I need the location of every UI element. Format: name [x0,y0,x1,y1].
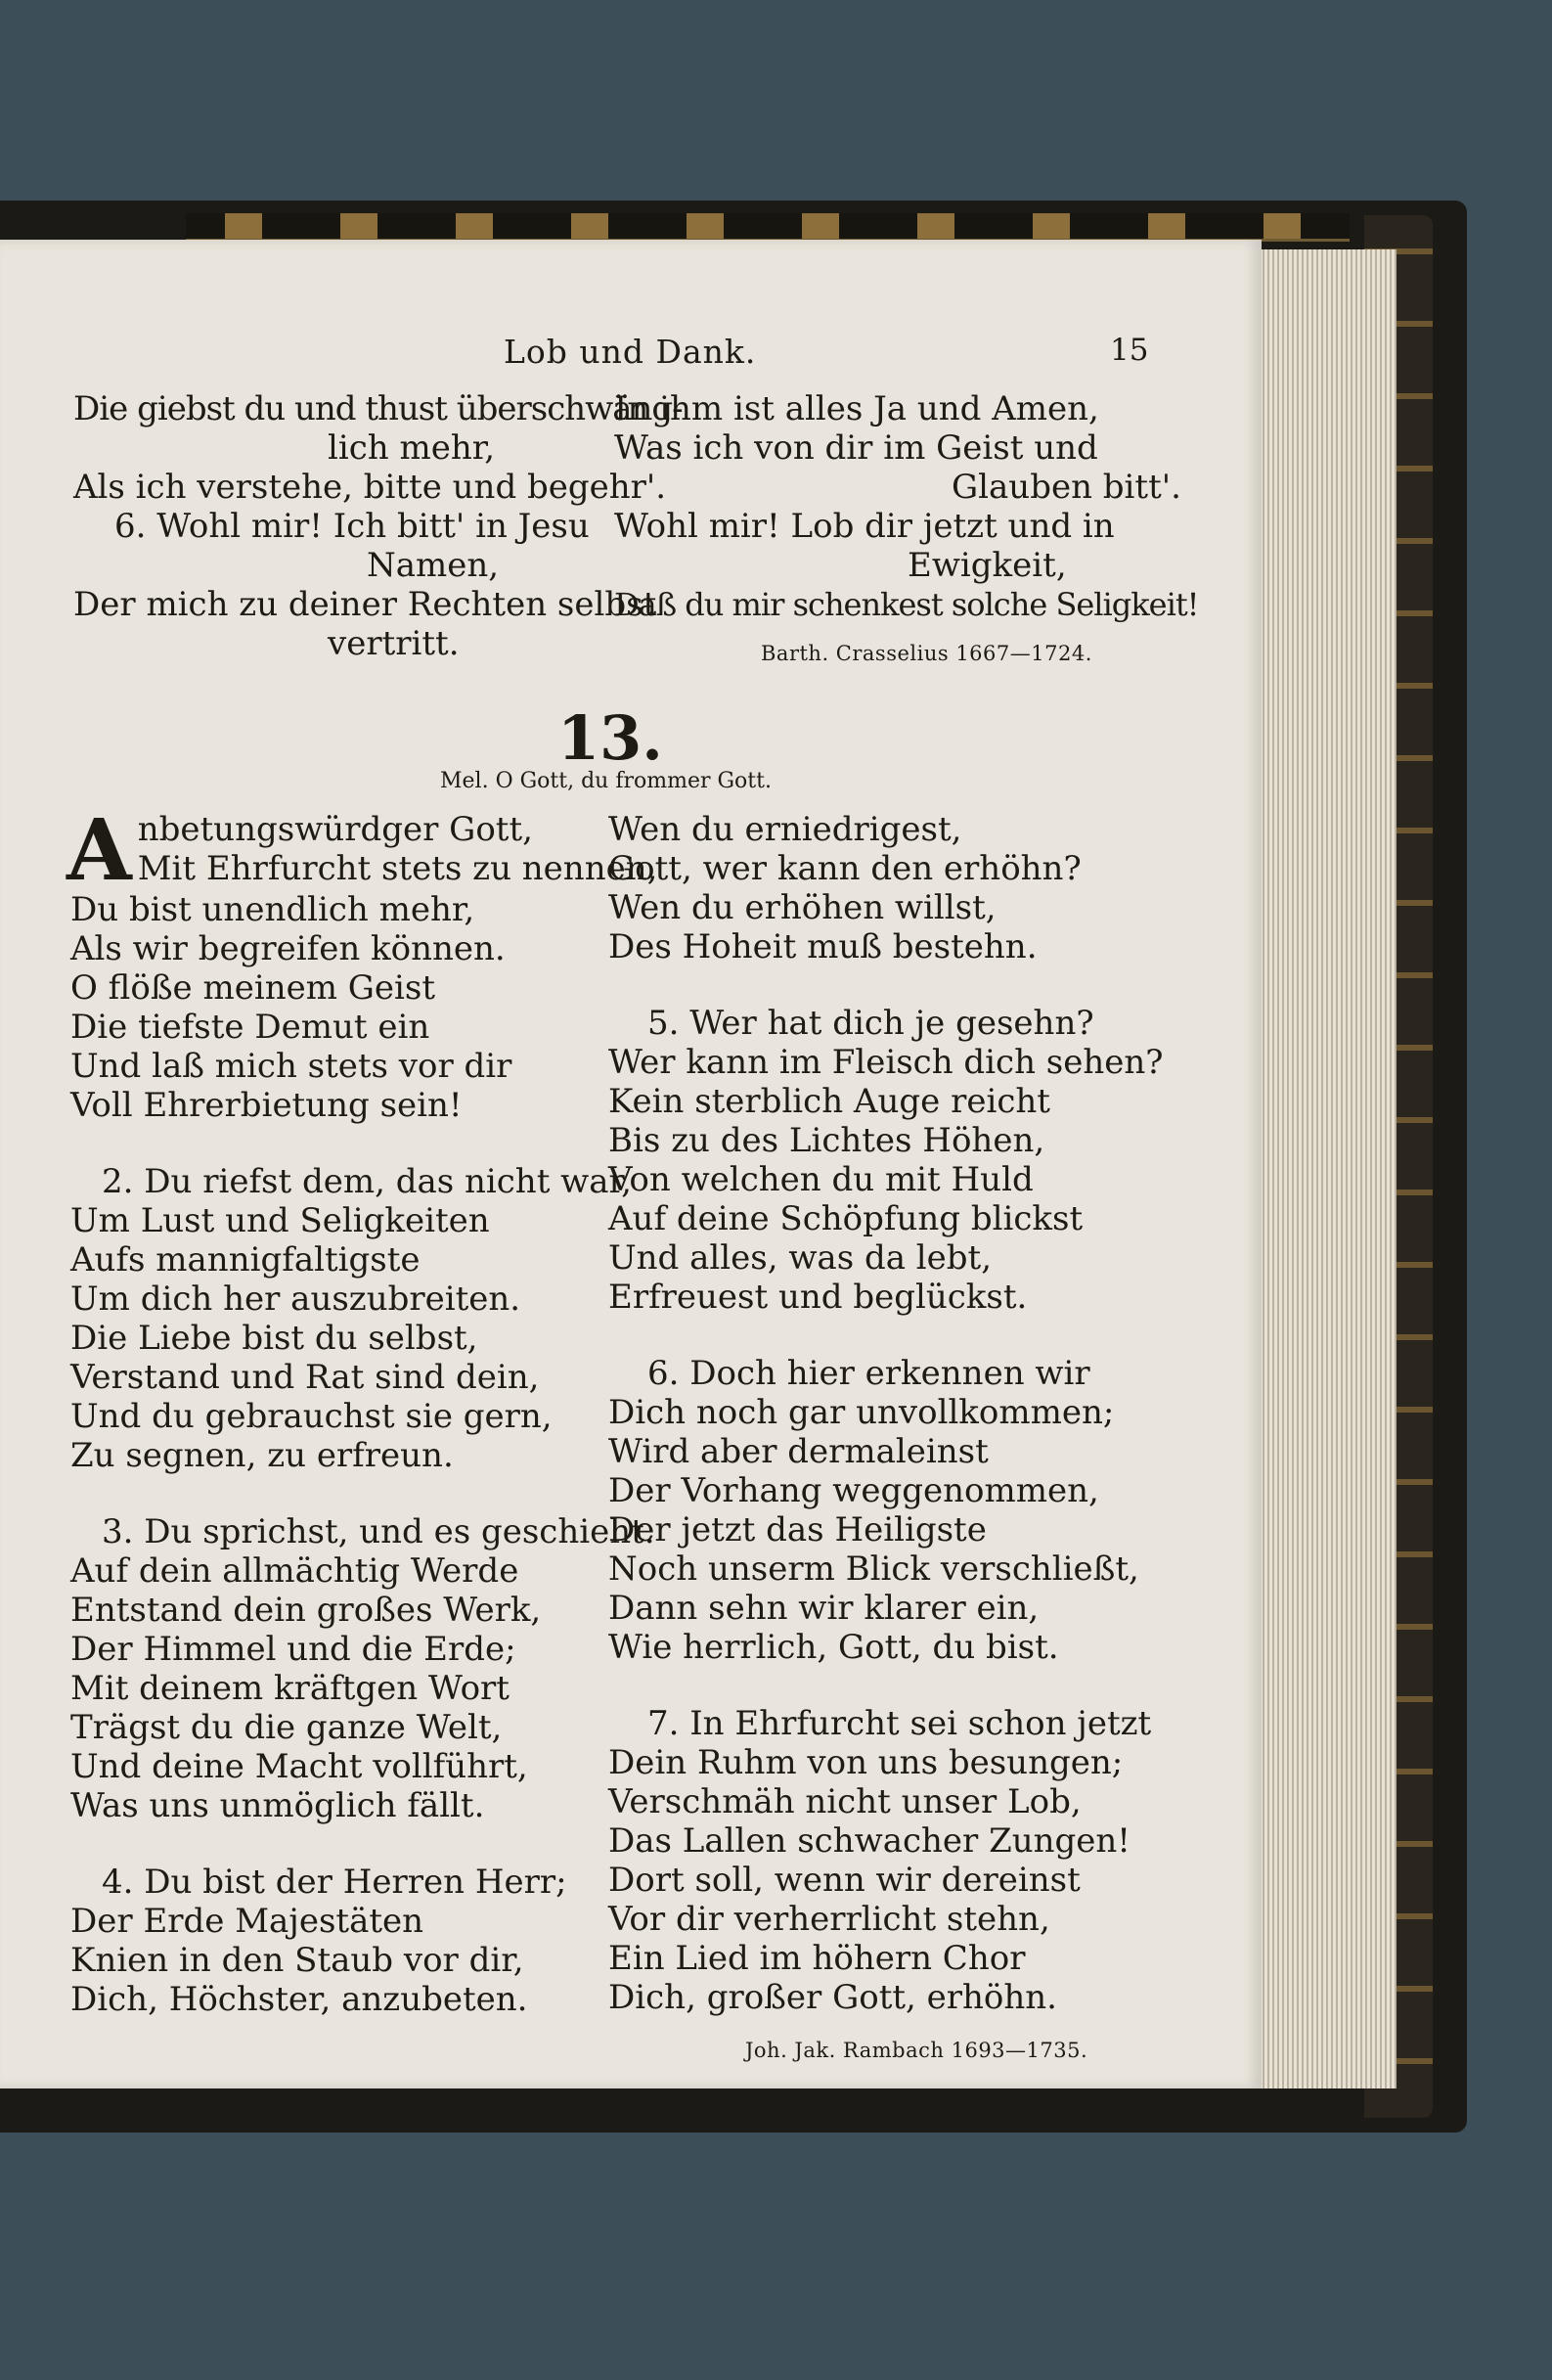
verse-line: Die Liebe bist du selbst, [70,1319,478,1358]
verse-line: Auf deine Schöpfung blickst [608,1199,1084,1238]
verse-line: Dein Ruhm von uns besungen; [608,1743,1124,1782]
running-title: Lob und Dank. [504,333,757,371]
verse-line: Aufs mannigfaltigste [70,1240,421,1280]
verse-line: Als ich verstehe, bitte und begehr'. [73,468,667,507]
verse-line: Der Erde Majestäten [70,1902,424,1941]
verse-line: Dich noch gar unvollkommen; [608,1393,1115,1432]
verse-line: Dich, Höchster, anzubeten. [70,1980,528,2019]
verse-line: Auf dein allmächtig Werde [70,1551,519,1591]
verse-line: Glauben bitt'. [952,468,1181,507]
verse-line: Und deine Macht vollführt, [70,1747,528,1786]
author-credit: Joh. Jak. Rambach 1693—1735. [745,2039,1088,2062]
verse-line: Dort soll, wenn wir dereinst [608,1861,1081,1900]
verse-line: Der Vorhang weggenommen, [608,1471,1099,1510]
verse-line: 6. Doch hier erkennen wir [647,1354,1090,1393]
drop-cap: A [67,801,132,900]
verse-line: Von welchen du mit Huld [608,1160,1034,1199]
verse-line: Wird aber dermaleinst [608,1432,989,1471]
verse-line: Die tiefste Demut ein [70,1008,430,1047]
melody-indication: Mel. O Gott, du frommer Gott. [440,769,772,793]
verse-line: Verschmäh nicht unser Lob, [608,1782,1082,1821]
verse-line: Dich, großer Gott, erhöhn. [608,1978,1057,2017]
verse-line: O flöße meinem Geist [70,968,436,1008]
hymn-left-column [67,801,658,2019]
verse-line: In ihm ist alles Ja und Amen, [614,389,1099,428]
verse-line: 5. Wer hat dich je gesehn? [647,1004,1094,1043]
verse-line: Wie herrlich, Gott, du bist. [608,1628,1059,1667]
verse-line: Ein Lied im höhern Chor [608,1939,1026,1978]
verse-line: Und laß mich stets vor dir [70,1047,512,1086]
verse-line: Kein sterblich Auge reicht [608,1082,1050,1121]
verse-line: Daß du mir schenkest solche Seligkeit! [614,586,1199,623]
verse-line: Und alles, was da lebt, [608,1238,993,1278]
verse-line: Erfreuest und beglückst. [608,1278,1028,1317]
prev-hymn-left-column [73,389,683,663]
verse-line: Der mich zu deiner Rechten selbst [73,585,657,624]
author-credit: Barth. Crasselius 1667—1724. [761,642,1092,665]
stanza-4 [70,1863,655,2019]
verse-line: Das Lallen schwacher Zungen! [608,1821,1131,1861]
stanza-7 [608,1704,1164,2017]
verse-line: Mit deinem kräftgen Wort [70,1669,510,1708]
stanza-2 [70,1162,655,1475]
verse-line: 2. Du riefst dem, das nicht war, [102,1162,632,1201]
prev-hymn-right-column [614,389,1199,673]
verse-line: Um dich her auszubreiten. [70,1280,521,1319]
verse-line: 6. Wohl mir! Ich bitt' in Jesu [114,507,590,546]
verse-line: Des Hoheit muß bestehn. [608,927,1038,966]
stanza-3 [70,1512,655,1825]
verse-line: 7. In Ehrfurcht sei schon jetzt [647,1704,1152,1743]
stanza-1 [67,801,658,1125]
verse-line: Und du gebrauchst sie gern, [70,1397,553,1436]
verse-line: Mit Ehrfurcht stets zu nennen, [137,849,658,888]
verse-line: Wen du erniedrigest, [608,810,962,849]
gilt-ornament-border [186,213,1350,242]
verse-line: Die giebst du und thust überschwäng- [73,389,683,428]
verse-line: Der jetzt das Heiligste [608,1510,987,1549]
verse-line: Was ich von dir im Geist und [614,428,1098,468]
verse-line: Ewigkeit, [908,546,1067,585]
verse-line: Um Lust und Seligkeiten [70,1201,490,1240]
verse-line: Trägst du die ganze Welt, [70,1708,503,1747]
stanza-4-continued [608,810,1164,966]
verse-line: nbetungswürdger Gott, [137,810,533,849]
verse-line: vertritt. [328,624,460,663]
hymn-right-column [608,810,1164,2070]
page-number: 15 [1110,333,1149,368]
verse-line: Was uns unmöglich fällt. [70,1786,485,1825]
verse-line: Verstand und Rat sind dein, [70,1358,540,1397]
verse-line: Gott, wer kann den erhöhn? [608,849,1082,888]
verse-line: Namen, [367,546,500,585]
verse-line: Als wir begreifen können. [70,929,506,968]
verse-line: 4. Du bist der Herren Herr; [102,1863,567,1902]
verse-line: Du bist unendlich mehr, [70,890,475,929]
verse-line: Zu segnen, zu erfreun. [70,1436,454,1475]
verse-line: Voll Ehrerbietung sein! [70,1086,463,1125]
verse-line: Dann sehn wir klarer ein, [608,1589,1040,1628]
verse-line: Noch unserm Blick verschließt, [608,1549,1139,1589]
verse-line: Wohl mir! Lob dir jetzt und in [614,507,1115,546]
stanza-5 [608,1004,1164,1317]
verse-line: Vor dir verherrlicht stehn, [608,1900,1050,1939]
verse-line: Wer kann im Fleisch dich sehen? [608,1043,1164,1082]
page-edges [1250,249,1397,2088]
verse-line: 3. Du sprichst, und es geschieht. [102,1512,655,1551]
hymn-number: 13. [557,702,663,774]
verse-line: Wen du erhöhen willst, [608,888,997,927]
verse-line: Entstand dein großes Werk, [70,1591,542,1630]
verse-line: Der Himmel und die Erde; [70,1630,516,1669]
verse-line: Bis zu des Lichtes Höhen, [608,1121,1045,1160]
stanza-6 [608,1354,1164,1667]
verse-line: Knien in den Staub vor dir, [70,1941,524,1980]
verse-line: lich mehr, [328,428,496,468]
